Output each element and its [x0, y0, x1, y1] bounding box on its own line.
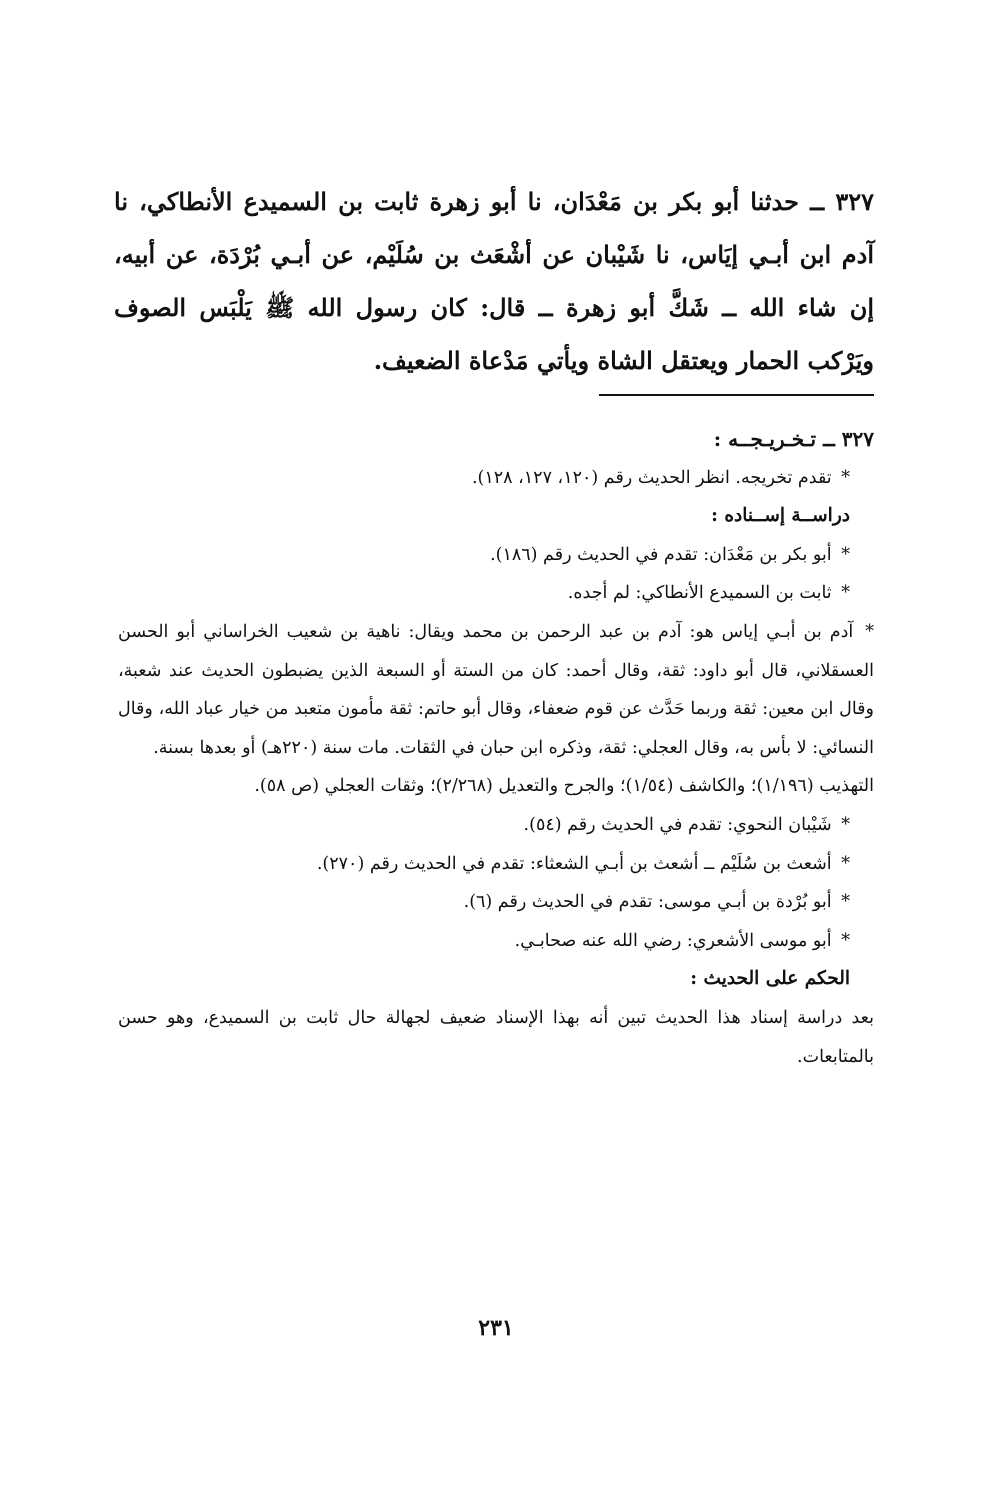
sources-paragraph: التهذيب (١/١٩٦)؛ والكاشف (١/٥٤)؛ والجرح والتعديل (٢/٢٦٨)؛ وثقات العجلي (ص ٥٨). [254, 776, 874, 797]
footnote-line [118, 574, 874, 613]
takhrij-heading: ٣٢٧ ــ تـخـريـجــه : [713, 427, 874, 451]
footnote-text: أبو موسى الأشعري: رضي الله عنه صحابـي. [514, 930, 832, 951]
footnote-line [118, 922, 874, 961]
bullet-star: * [841, 467, 850, 488]
ruling-paragraph: بعد دراسة إسناد هذا الحديث تبين أنه بهذا الإسناد ضعيف لجهالة حال ثابت بن السميدع، وهو حسن بالمتابعات. [118, 1007, 874, 1067]
footnote-text: أشعث بن سُلَيْم ــ أشعث بن أبـي الشعثاء: تقدم في الحديث رقم (٢٧٠). [316, 853, 832, 874]
bullet-star: * [841, 544, 850, 565]
footnote-text: أبو بُرْدة بن أبـي موسى: تقدم في الحديث رقم (٦). [463, 892, 832, 913]
footnote-text: ثابت بن السميدع الأنطاكي: لم أجده. [567, 583, 832, 604]
footnote-line [118, 806, 874, 845]
bullet-star: * [841, 583, 850, 604]
bullet-star: * [841, 814, 850, 835]
page-number: ٢٣١ [478, 1315, 514, 1341]
footnote-text: أبو بكر بن مَعْدَان: تقدم في الحديث رقم (١٨٦). [490, 544, 832, 565]
bullet-star: * [841, 930, 850, 951]
bullet-star: * [841, 892, 850, 913]
footnote-text: شَيْبان النحوي: تقدم في الحديث رقم (٥٤). [523, 814, 832, 835]
hadith-paragraph: ٣٢٧ ــ حدثنا أبو بكر بن مَعْدَان، نا أبو زهرة ثابت بن السميدع الأنطاكي، نا آدم ابن أبـي إيَاس، نا شَيْبان عن أشْعَث بن سُلَيْم، عن أبـي بُرْدَة، عن أبيه، إن شاء الله ــ شَكَّ أبو زهرة ــ قال: كان رسول الله ﷺ يَلْبَس الصوف ويَرْكب الحمار ويعتقل الشاة ويأتي مَدْعاة الضعيف. [114, 187, 874, 375]
narrator-paragraph [118, 613, 874, 767]
footnote-line [118, 845, 874, 884]
footnote-text: تقدم تخريجه. انظر الحديث رقم (١٢٠، ١٢٧، ١٢٨). [471, 467, 832, 488]
footnote-text: آدم بن أبـي إياس هو: آدم بن عبد الرحمن بن محمد ويقال: ناهية بن شعيب الخراساني أبو الحسن العسقلاني، قال أبو داود: ثقة، وقال أحمد: كان من الستة أو السبعة الذين يضبطون الحديث عند شعبة، وقال ابن معين: ثقة وربما حَدَّث عن قوم ضعفاء، وقال أبو حاتم: ثقة مأمون متعبد من خيار عباد الله، وقال النسائي: لا بأس به، وقال العجلي: ثقة، وذكره ابن حبان في الثقات. مات سنة (٢٢٠هـ) أو بعدها بسنة. [118, 621, 874, 758]
footnotes [118, 420, 874, 1076]
bullet-star: * [865, 621, 874, 642]
isnad-heading: دراســة إســناده : [711, 505, 850, 527]
footnote-line [118, 536, 874, 575]
footnote-line [118, 459, 874, 498]
bullet-star: * [841, 853, 850, 874]
ruling-heading: الحكم على الحديث : [690, 968, 850, 990]
footnote-separator [599, 394, 874, 396]
hadith-text [114, 175, 874, 387]
footnote-line [118, 883, 874, 922]
